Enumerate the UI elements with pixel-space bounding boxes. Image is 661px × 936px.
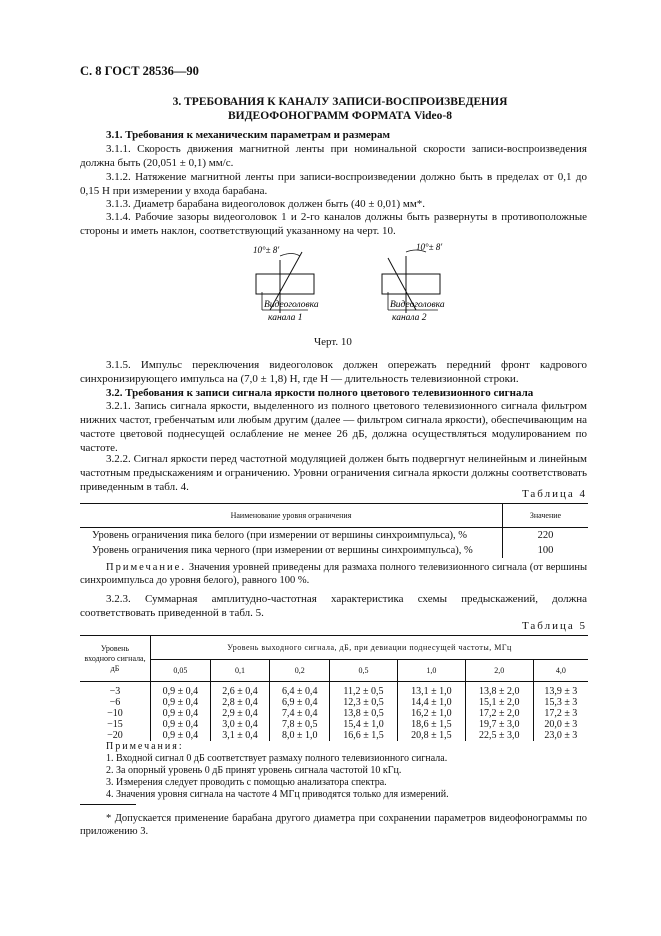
table-5-r2-c0: 0,9 ± 0,4 bbox=[151, 708, 211, 719]
table-4-label: Таблица 4 bbox=[521, 488, 587, 500]
table-5-r2-c4: 16,2 ± 1,0 bbox=[397, 708, 465, 719]
table-5-freq-6: 4,0 bbox=[533, 660, 588, 682]
head-2-label-a: Видеоголовка bbox=[390, 300, 445, 310]
table-5-label: Таблица 5 bbox=[521, 620, 587, 632]
table-5-r3-c5: 19,7 ± 3,0 bbox=[465, 719, 533, 730]
table-row bbox=[80, 528, 588, 544]
table-5-row-header-line-3: дБ bbox=[110, 663, 120, 673]
head-2-label-b: канала 2 bbox=[392, 313, 427, 323]
table-5-r4-c3: 16,6 ± 1,5 bbox=[330, 730, 398, 741]
table-5-r3-c1: 3,0 ± 0,4 bbox=[210, 719, 270, 730]
table-5-group-header: Уровень выходного сигнала, дБ, при девиации поднесущей частоты, МГц bbox=[151, 636, 589, 660]
page-header: С. 8 ГОСТ 28536—90 bbox=[80, 64, 199, 78]
table-5-r0-c1: 2,6 ± 0,4 bbox=[210, 682, 270, 698]
table-5-r2-c5: 17,2 ± 2,0 bbox=[465, 708, 533, 719]
table-5-freq-2: 0,2 bbox=[270, 660, 330, 682]
angle-label-2: 10°± 8' bbox=[416, 242, 443, 252]
table-5-freq-5: 2,0 bbox=[465, 660, 533, 682]
figure-10-head-gaps bbox=[240, 238, 470, 334]
table-5-r4-c2: 8,0 ± 1,0 bbox=[270, 730, 330, 741]
table-5-r0-level: −3 bbox=[80, 682, 151, 698]
table-5-r1-c5: 15,1 ± 2,0 bbox=[465, 697, 533, 708]
table-5-r3-c3: 15,4 ± 1,0 bbox=[330, 719, 398, 730]
table-row bbox=[80, 682, 588, 698]
table-5-r3-c2: 7,8 ± 0,5 bbox=[270, 719, 330, 730]
table-5-r0-c3: 11,2 ± 0,5 bbox=[330, 682, 398, 698]
table-5-note-4: 4. Значения уровня сигнала на частоте 4 МГц приводятся только для измерений. bbox=[106, 789, 449, 800]
subsection-3-1-heading: 3.1. Требования к механическим параметрам и размерам bbox=[106, 129, 391, 141]
table-4-row-2-value: 100 bbox=[537, 545, 554, 556]
table-4-col-value: Значение bbox=[503, 504, 589, 528]
angle-label-1: 10°± 8' bbox=[253, 245, 280, 255]
table-4-row-2-name: Уровень ограничения пика черного (при измерении от вершины синхроимпульса), % bbox=[80, 543, 503, 558]
paragraph-3-1-4: 3.1.4. Рабочие зазоры видеоголовок 1 и 2-го каналов должны быть развернуты в противоположные стороны и иметь наклон, соответствующий указанному на черт. 10. bbox=[80, 211, 587, 237]
table-4-row-1-name: Уровень ограничения пика белого (при измерении от вершины синхроимпульса), % bbox=[80, 528, 503, 544]
table-5-r1-c6: 15,3 ± 3 bbox=[544, 697, 578, 708]
table-5-r3-level: −15 bbox=[80, 719, 151, 730]
table-5-r1-c1: 2,8 ± 0,4 bbox=[210, 697, 270, 708]
table-4-note-text: Значения уровней приведены для размаха полного телевизионного сигнала (от вершины синхроимпульса до уровня белого), равного 100 %. bbox=[80, 562, 588, 586]
table-5-r2-c3: 13,8 ± 0,5 bbox=[330, 708, 398, 719]
section-title-line-2: ВИДЕОФОНОГРАММ ФОРМАТА Video-8 bbox=[228, 110, 452, 122]
head-channel-2 bbox=[382, 242, 445, 323]
table-row bbox=[80, 708, 588, 719]
figure-caption: Черт. 10 bbox=[314, 336, 352, 348]
table-5-note-1: 1. Входной сигнал 0 дБ соответствует размаху полного телевизионного сигнала. bbox=[106, 753, 448, 764]
table-5-r4-level: −20 bbox=[80, 730, 151, 741]
table-5-freq-1: 0,1 bbox=[210, 660, 270, 682]
paragraph-3-1-5: 3.1.5. Импульс переключения видеоголовок должен опережать передний фронт кадрового синхронизирующего импульса на (7,0 ± 1,8) H, где H — длительность телевизионной строки. bbox=[80, 359, 587, 385]
table-5 bbox=[80, 635, 588, 741]
table-5-r0-c2: 6,4 ± 0,4 bbox=[270, 682, 330, 698]
table-5-notes bbox=[106, 741, 449, 801]
table-5-freq-0: 0,05 bbox=[151, 660, 211, 682]
table-4-col-name: Наименование уровня ограничения bbox=[80, 504, 503, 528]
table-5-r3-c6: 20,0 ± 3 bbox=[544, 719, 578, 730]
table-5-r4-c5: 22,5 ± 3,0 bbox=[465, 730, 533, 741]
table-5-r1-c3: 12,3 ± 0,5 bbox=[330, 697, 398, 708]
table-5-r1-level: −6 bbox=[80, 697, 151, 708]
table-5-r4-c6: 23,0 ± 3 bbox=[544, 730, 578, 741]
table-5-r0-c6: 13,9 ± 3 bbox=[544, 686, 578, 697]
table-5-freq-4: 1,0 bbox=[397, 660, 465, 682]
table-5-row-header-line-2: входного сигнала, bbox=[84, 653, 146, 663]
table-5-r1-c0: 0,9 ± 0,4 bbox=[151, 697, 211, 708]
table-5-row-header bbox=[80, 636, 151, 682]
table-4-note-label: Примечание. bbox=[106, 562, 186, 573]
table-5-r1-c2: 6,9 ± 0,4 bbox=[270, 697, 330, 708]
footnote: * Допускается применение барабана другого диаметра при сохранении параметров видеофонограммы по приложению 3. bbox=[80, 813, 587, 837]
table-row bbox=[80, 730, 588, 741]
table-5-note-3: 3. Измерения следует проводить с помощью анализатора спектра. bbox=[106, 777, 387, 788]
table-5-notes-label: Примечания: bbox=[106, 741, 184, 752]
paragraph-3-2-2: 3.2.2. Сигнал яркости перед частотной модуляцией должен быть подвергнут нелинейным и линейным частотным предыскажениям и ограничению. Уровни ограничения сигнала яркости должны соответствовать приведенным в табл. 4. bbox=[80, 453, 587, 493]
head-channel-1 bbox=[253, 245, 319, 323]
table-5-r2-c1: 2,9 ± 0,4 bbox=[210, 708, 270, 719]
subsection-3-2-heading: 3.2. Требования к записи сигнала яркости полного цветового телевизионного сигнала bbox=[106, 387, 534, 399]
paragraph-3-1-2: 3.1.2. Натяжение магнитной ленты при записи-воспроизведении должно быть в пределах от 0,1 до 0,15 Н при измерении у входа барабана. bbox=[80, 171, 587, 197]
paragraph-3-2-3: 3.2.3. Суммарная амплитудно-частотная характеристика схемы предыскажений, должна соответствовать приведенной в табл. 5. bbox=[80, 593, 587, 619]
table-row bbox=[80, 719, 588, 730]
table-5-r2-level: −10 bbox=[80, 708, 151, 719]
table-5-r0-c0: 0,9 ± 0,4 bbox=[151, 682, 211, 698]
table-5-r3-c4: 18,6 ± 1,5 bbox=[397, 719, 465, 730]
paragraph-3-2-1: 3.2.1. Запись сигнала яркости, выделенного из полного цветового телевизионного сигнала фильтром нижних частот, гребенчатым или любым другим (далее — фильтром сигнала яркости), обеспечивающим на частоте цветовой поднесущей ослабление не менее 26 дБ, должна осуществляться модулированием по частоте. bbox=[80, 400, 587, 454]
table-4-row-1-value: 220 bbox=[537, 530, 554, 541]
paragraph-3-1-1: 3.1.1. Скорость движения магнитной ленты при номинальной скорости записи-воспроизведения должна быть (20,051 ± 0,1) мм/с. bbox=[80, 143, 587, 169]
table-5-r1-c4: 14,4 ± 1,0 bbox=[397, 697, 465, 708]
table-5-r0-c5: 13,8 ± 2,0 bbox=[465, 682, 533, 698]
head-1-label-a: Видеоголовка bbox=[264, 300, 319, 310]
table-5-note-2: 2. За опорный уровень 0 дБ принят уровень сигнала частотой 10 кГц. bbox=[106, 765, 402, 776]
table-row bbox=[80, 543, 588, 558]
table-5-r2-c2: 7,4 ± 0,4 bbox=[270, 708, 330, 719]
table-5-r4-c0: 0,9 ± 0,4 bbox=[151, 730, 211, 741]
table-5-r4-c4: 20,8 ± 1,5 bbox=[397, 730, 465, 741]
head-1-label-b: канала 1 bbox=[268, 313, 303, 323]
table-5-freq-3: 0,5 bbox=[330, 660, 398, 682]
footnote-divider bbox=[80, 804, 136, 805]
table-row bbox=[80, 697, 588, 708]
table-5-r2-c6: 17,2 ± 3 bbox=[544, 708, 578, 719]
table-4-note bbox=[80, 561, 587, 587]
section-title-line-1: 3. ТРЕБОВАНИЯ К КАНАЛУ ЗАПИСИ-ВОСПРОИЗВЕДЕНИЯ bbox=[172, 96, 508, 108]
table-4 bbox=[80, 503, 588, 558]
paragraph-3-1-3: 3.1.3. Диаметр барабана видеоголовок должен быть (40 ± 0,01) мм*. bbox=[106, 198, 426, 210]
table-5-r3-c0: 0,9 ± 0,4 bbox=[151, 719, 211, 730]
table-5-row-header-line-1: Уровень bbox=[100, 643, 130, 653]
table-5-r0-c4: 13,1 ± 1,0 bbox=[397, 682, 465, 698]
table-5-r4-c1: 3,1 ± 0,4 bbox=[210, 730, 270, 741]
